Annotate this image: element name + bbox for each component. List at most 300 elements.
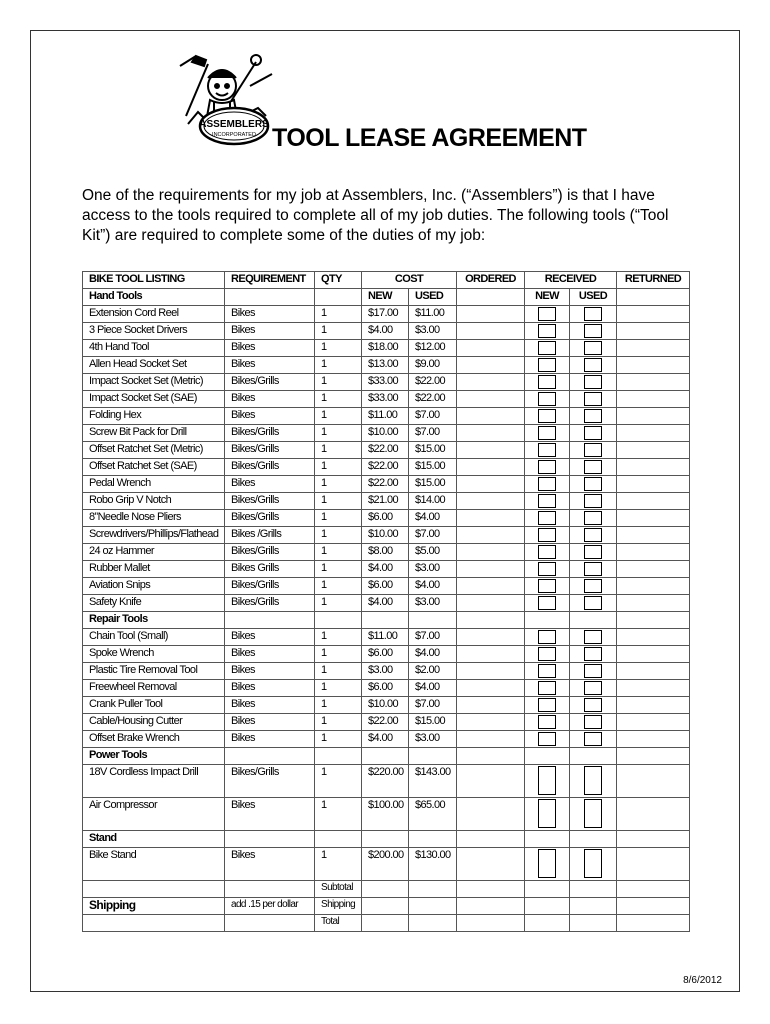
received-used-checkbox[interactable]: [584, 562, 602, 576]
received-used-checkbox[interactable]: [584, 375, 602, 389]
received-used-checkbox-cell: [570, 527, 617, 544]
header-ordered: ORDERED: [457, 272, 525, 289]
received-new-checkbox-cell: [525, 697, 570, 714]
tool-qty: 1: [315, 561, 362, 578]
empty-cell: [617, 881, 690, 898]
received-new-checkbox[interactable]: [538, 307, 556, 321]
empty-cell: [457, 881, 525, 898]
received-used-checkbox-cell: [570, 680, 617, 697]
received-used-checkbox[interactable]: [584, 630, 602, 644]
received-new-checkbox[interactable]: [538, 579, 556, 593]
received-new-checkbox-cell: [525, 323, 570, 340]
ordered-cell: [457, 646, 525, 663]
received-used-checkbox-cell: [570, 798, 617, 831]
tool-name: Rubber Mallet: [83, 561, 225, 578]
received-new-checkbox-cell: [525, 578, 570, 595]
ordered-cell: [457, 663, 525, 680]
returned-cell: [617, 663, 690, 680]
table-row: [83, 357, 690, 374]
tool-qty: 1: [315, 848, 362, 881]
received-new-checkbox[interactable]: [538, 341, 556, 355]
empty-cell: [525, 612, 570, 629]
ordered-cell: [457, 765, 525, 798]
tool-cost-new: $4.00: [362, 731, 409, 748]
ordered-cell: [457, 848, 525, 881]
tool-cost-used: $22.00: [409, 374, 457, 391]
received-new-checkbox-cell: [525, 459, 570, 476]
table-row: [83, 408, 690, 425]
shipping-label: Shipping: [83, 898, 225, 915]
empty-cell: [457, 915, 525, 932]
received-new-checkbox[interactable]: [538, 681, 556, 695]
empty-cell: [457, 612, 525, 629]
tool-qty: 1: [315, 408, 362, 425]
tool-cost-used: $15.00: [409, 442, 457, 459]
empty-cell: [617, 748, 690, 765]
received-new-checkbox[interactable]: [538, 460, 556, 474]
tool-cost-new: $8.00: [362, 544, 409, 561]
empty-cell: [409, 748, 457, 765]
total-label: Total: [315, 915, 362, 932]
table-row: [83, 561, 690, 578]
received-used-checkbox[interactable]: [584, 664, 602, 678]
returned-cell: [617, 425, 690, 442]
shipping-rate: add .15 per dollar: [225, 898, 315, 915]
tool-requirement: Bikes: [225, 848, 315, 881]
table-row: [83, 697, 690, 714]
subheader-received-used: USED: [570, 289, 617, 306]
empty-cell: [409, 612, 457, 629]
received-new-checkbox[interactable]: [538, 596, 556, 610]
empty-cell: [617, 898, 690, 915]
tool-cost-new: $6.00: [362, 646, 409, 663]
section-row: [83, 831, 690, 848]
tool-name: Folding Hex: [83, 408, 225, 425]
received-new-checkbox[interactable]: [538, 630, 556, 644]
tool-requirement: Bikes: [225, 680, 315, 697]
received-used-checkbox[interactable]: [584, 528, 602, 542]
received-used-checkbox[interactable]: [584, 477, 602, 491]
received-new-checkbox-cell: [525, 510, 570, 527]
header-requirement: REQUIREMENT: [225, 272, 315, 289]
table-body: [83, 272, 690, 932]
ordered-cell: [457, 697, 525, 714]
table-row: [83, 374, 690, 391]
returned-cell: [617, 595, 690, 612]
tool-listing-table: [82, 271, 690, 932]
tool-cost-new: $18.00: [362, 340, 409, 357]
received-new-checkbox-cell: [525, 425, 570, 442]
empty-cell: [570, 831, 617, 848]
returned-cell: [617, 408, 690, 425]
received-used-checkbox[interactable]: [584, 443, 602, 457]
received-used-checkbox-cell: [570, 578, 617, 595]
tool-cost-used: $143.00: [409, 765, 457, 798]
tool-cost-used: $3.00: [409, 561, 457, 578]
ordered-cell: [457, 561, 525, 578]
tool-cost-new: $22.00: [362, 459, 409, 476]
table-row: [83, 848, 690, 881]
tool-cost-used: $5.00: [409, 544, 457, 561]
table-row: [83, 680, 690, 697]
received-used-checkbox[interactable]: [584, 766, 602, 795]
tool-name: Crank Puller Tool: [83, 697, 225, 714]
returned-cell: [617, 697, 690, 714]
tool-cost-new: $11.00: [362, 408, 409, 425]
returned-cell: [617, 714, 690, 731]
tool-requirement: Bikes: [225, 629, 315, 646]
tool-cost-new: $200.00: [362, 848, 409, 881]
tool-cost-new: $100.00: [362, 798, 409, 831]
tool-qty: 1: [315, 357, 362, 374]
tool-qty: 1: [315, 595, 362, 612]
tool-name: 18V Cordless Impact Drill: [83, 765, 225, 798]
tool-qty: 1: [315, 374, 362, 391]
tool-name: Aviation Snips: [83, 578, 225, 595]
received-new-checkbox[interactable]: [538, 494, 556, 508]
received-used-checkbox[interactable]: [584, 596, 602, 610]
tool-name: Plastic Tire Removal Tool: [83, 663, 225, 680]
received-new-checkbox[interactable]: [538, 392, 556, 406]
returned-cell: [617, 306, 690, 323]
received-new-checkbox[interactable]: [538, 799, 556, 828]
returned-cell: [617, 493, 690, 510]
tool-cost-new: $10.00: [362, 527, 409, 544]
received-used-checkbox-cell: [570, 340, 617, 357]
received-new-checkbox[interactable]: [538, 664, 556, 678]
tool-qty: 1: [315, 680, 362, 697]
received-used-checkbox-cell: [570, 646, 617, 663]
received-used-checkbox-cell: [570, 697, 617, 714]
tool-cost-used: $9.00: [409, 357, 457, 374]
received-used-checkbox[interactable]: [584, 426, 602, 440]
tool-cost-used: $4.00: [409, 578, 457, 595]
received-new-checkbox-cell: [525, 493, 570, 510]
returned-cell: [617, 561, 690, 578]
empty-cell: [225, 748, 315, 765]
received-new-checkbox[interactable]: [538, 766, 556, 795]
received-used-checkbox[interactable]: [584, 698, 602, 712]
section-title: Hand Tools: [83, 289, 225, 306]
empty-cell: [409, 881, 457, 898]
received-used-checkbox[interactable]: [584, 494, 602, 508]
subheader-received-new: NEW: [525, 289, 570, 306]
tool-cost-used: $7.00: [409, 425, 457, 442]
tool-qty: 1: [315, 544, 362, 561]
tool-name: Impact Socket Set (Metric): [83, 374, 225, 391]
returned-cell: [617, 731, 690, 748]
received-used-checkbox[interactable]: [584, 579, 602, 593]
received-new-checkbox-cell: [525, 680, 570, 697]
received-used-checkbox[interactable]: [584, 341, 602, 355]
tool-cost-new: $11.00: [362, 629, 409, 646]
tool-requirement: Bikes: [225, 731, 315, 748]
tool-name: Extension Cord Reel: [83, 306, 225, 323]
tool-cost-new: $6.00: [362, 510, 409, 527]
received-used-checkbox[interactable]: [584, 732, 602, 746]
tool-requirement: Bikes/Grills: [225, 578, 315, 595]
received-new-checkbox-cell: [525, 340, 570, 357]
received-new-checkbox[interactable]: [538, 426, 556, 440]
section-row: [83, 289, 690, 306]
received-used-checkbox[interactable]: [584, 681, 602, 695]
received-new-checkbox-cell: [525, 408, 570, 425]
tool-name: Offset Ratchet Set (SAE): [83, 459, 225, 476]
tool-cost-used: $4.00: [409, 680, 457, 697]
header-cost: COST: [362, 272, 457, 289]
tool-requirement: Bikes/Grills: [225, 459, 315, 476]
ordered-cell: [457, 544, 525, 561]
empty-cell: [457, 289, 525, 306]
table-row: [83, 663, 690, 680]
tool-qty: 1: [315, 391, 362, 408]
received-used-checkbox-cell: [570, 408, 617, 425]
section-title: Power Tools: [83, 748, 225, 765]
tool-cost-used: $7.00: [409, 408, 457, 425]
ordered-cell: [457, 340, 525, 357]
tool-name: 24 oz Hammer: [83, 544, 225, 561]
tool-cost-new: $4.00: [362, 323, 409, 340]
tool-requirement: Bikes /Grills: [225, 527, 315, 544]
table-row: [83, 765, 690, 798]
received-new-checkbox[interactable]: [538, 849, 556, 878]
returned-cell: [617, 323, 690, 340]
tool-cost-new: $3.00: [362, 663, 409, 680]
tool-cost-new: $6.00: [362, 578, 409, 595]
received-new-checkbox-cell: [525, 442, 570, 459]
tool-requirement: Bikes: [225, 323, 315, 340]
received-new-checkbox[interactable]: [538, 545, 556, 559]
returned-cell: [617, 510, 690, 527]
tool-cost-used: $7.00: [409, 629, 457, 646]
received-used-checkbox[interactable]: [584, 307, 602, 321]
received-new-checkbox[interactable]: [538, 443, 556, 457]
empty-cell: [225, 881, 315, 898]
received-new-checkbox-cell: [525, 306, 570, 323]
table-row: [83, 442, 690, 459]
received-new-checkbox[interactable]: [538, 647, 556, 661]
table-row: [83, 714, 690, 731]
ordered-cell: [457, 408, 525, 425]
tool-qty: 1: [315, 323, 362, 340]
tool-cost-new: $220.00: [362, 765, 409, 798]
tool-qty: 1: [315, 714, 362, 731]
tool-cost-used: $2.00: [409, 663, 457, 680]
received-used-checkbox[interactable]: [584, 647, 602, 661]
empty-cell: [570, 748, 617, 765]
empty-cell: [225, 831, 315, 848]
subheader-cost-used: USED: [409, 289, 457, 306]
ordered-cell: [457, 629, 525, 646]
tool-qty: 1: [315, 425, 362, 442]
received-used-checkbox[interactable]: [584, 511, 602, 525]
tool-cost-used: $15.00: [409, 459, 457, 476]
received-new-checkbox-cell: [525, 848, 570, 881]
ordered-cell: [457, 731, 525, 748]
empty-cell: [362, 881, 409, 898]
received-used-checkbox[interactable]: [584, 799, 602, 828]
empty-cell: [225, 915, 315, 932]
section-row: [83, 748, 690, 765]
header-listing: BIKE TOOL LISTING: [83, 272, 225, 289]
tool-qty: 1: [315, 646, 362, 663]
tool-requirement: Bikes: [225, 408, 315, 425]
tool-qty: 1: [315, 442, 362, 459]
table-row: [83, 798, 690, 831]
tool-requirement: Bikes/Grills: [225, 510, 315, 527]
table-row: [83, 323, 690, 340]
ordered-cell: [457, 476, 525, 493]
received-new-checkbox-cell: [525, 646, 570, 663]
tool-requirement: Bikes/Grills: [225, 765, 315, 798]
received-used-checkbox-cell: [570, 731, 617, 748]
logo-subtext: INCORPORATED: [212, 132, 256, 138]
tool-requirement: Bikes/Grills: [225, 425, 315, 442]
empty-cell: [617, 289, 690, 306]
intro-paragraph: One of the requirements for my job at Assemblers, Inc. (“Assemblers”) is that I have access to the tools required to complete all of my job duties. The following tools (“Tool Kit”) are required to complete some of the duties of my job:: [82, 187, 669, 244]
returned-cell: [617, 527, 690, 544]
table-row: [83, 340, 690, 357]
received-new-checkbox[interactable]: [538, 715, 556, 729]
tool-name: Offset Brake Wrench: [83, 731, 225, 748]
returned-cell: [617, 646, 690, 663]
received-used-checkbox-cell: [570, 714, 617, 731]
table-row: [83, 476, 690, 493]
received-used-checkbox-cell: [570, 323, 617, 340]
header-received: RECEIVED: [525, 272, 617, 289]
received-used-checkbox[interactable]: [584, 324, 602, 338]
table-row: [83, 595, 690, 612]
tool-qty: 1: [315, 765, 362, 798]
tool-qty: 1: [315, 459, 362, 476]
tool-requirement: Bikes: [225, 357, 315, 374]
empty-cell: [225, 612, 315, 629]
tool-cost-used: $65.00: [409, 798, 457, 831]
tool-qty: 1: [315, 510, 362, 527]
received-new-checkbox[interactable]: [538, 358, 556, 372]
received-used-checkbox[interactable]: [584, 460, 602, 474]
received-new-checkbox[interactable]: [538, 562, 556, 576]
shipping-row: [83, 898, 690, 915]
tool-requirement: Bikes: [225, 798, 315, 831]
received-new-checkbox[interactable]: [538, 511, 556, 525]
received-new-checkbox[interactable]: [538, 732, 556, 746]
tool-cost-new: $10.00: [362, 425, 409, 442]
tool-cost-used: $4.00: [409, 646, 457, 663]
received-used-checkbox-cell: [570, 629, 617, 646]
received-new-checkbox[interactable]: [538, 324, 556, 338]
received-used-checkbox-cell: [570, 391, 617, 408]
tool-requirement: Bikes: [225, 306, 315, 323]
returned-cell: [617, 374, 690, 391]
tool-name: Pedal Wrench: [83, 476, 225, 493]
table-row: [83, 527, 690, 544]
ordered-cell: [457, 374, 525, 391]
received-used-checkbox-cell: [570, 442, 617, 459]
tool-cost-used: $15.00: [409, 714, 457, 731]
section-title: Stand: [83, 831, 225, 848]
received-used-checkbox[interactable]: [584, 392, 602, 406]
received-used-checkbox[interactable]: [584, 409, 602, 423]
empty-cell: [362, 915, 409, 932]
received-new-checkbox[interactable]: [538, 477, 556, 491]
table-row: [83, 459, 690, 476]
table-row: [83, 510, 690, 527]
logo-text: ASSEMBLERS: [199, 119, 269, 130]
received-new-checkbox[interactable]: [538, 528, 556, 542]
received-used-checkbox[interactable]: [584, 849, 602, 878]
tool-name: 4th Hand Tool: [83, 340, 225, 357]
received-used-checkbox-cell: [570, 357, 617, 374]
tool-requirement: Bikes: [225, 391, 315, 408]
subheader-cost-new: NEW: [362, 289, 409, 306]
tool-cost-used: $22.00: [409, 391, 457, 408]
tool-name: Impact Socket Set (SAE): [83, 391, 225, 408]
received-used-checkbox[interactable]: [584, 715, 602, 729]
returned-cell: [617, 798, 690, 831]
tool-requirement: Bikes: [225, 476, 315, 493]
tool-requirement: Bikes: [225, 714, 315, 731]
table-row: [83, 544, 690, 561]
received-new-checkbox[interactable]: [538, 409, 556, 423]
received-used-checkbox[interactable]: [584, 545, 602, 559]
tool-requirement: Bikes/Grills: [225, 374, 315, 391]
tool-cost-used: $15.00: [409, 476, 457, 493]
tool-cost-new: $22.00: [362, 476, 409, 493]
returned-cell: [617, 340, 690, 357]
received-new-checkbox[interactable]: [538, 375, 556, 389]
assemblers-logo: [168, 46, 276, 154]
header-qty: QTY: [315, 272, 362, 289]
ordered-cell: [457, 714, 525, 731]
ordered-cell: [457, 510, 525, 527]
received-used-checkbox[interactable]: [584, 358, 602, 372]
received-used-checkbox-cell: [570, 765, 617, 798]
tool-name: Cable/Housing Cutter: [83, 714, 225, 731]
received-new-checkbox-cell: [525, 357, 570, 374]
empty-cell: [362, 898, 409, 915]
tool-name: Spoke Wrench: [83, 646, 225, 663]
empty-cell: [362, 748, 409, 765]
received-new-checkbox-cell: [525, 374, 570, 391]
received-new-checkbox[interactable]: [538, 698, 556, 712]
tool-requirement: Bikes/Grills: [225, 493, 315, 510]
empty-cell: [83, 915, 225, 932]
empty-cell: [409, 898, 457, 915]
returned-cell: [617, 765, 690, 798]
subtotal-label: Subtotal: [315, 881, 362, 898]
table-row: [83, 391, 690, 408]
tool-qty: 1: [315, 731, 362, 748]
tool-qty: 1: [315, 476, 362, 493]
empty-cell: [315, 612, 362, 629]
received-new-checkbox-cell: [525, 798, 570, 831]
empty-cell: [315, 748, 362, 765]
received-new-checkbox-cell: [525, 595, 570, 612]
returned-cell: [617, 680, 690, 697]
tool-cost-new: $13.00: [362, 357, 409, 374]
empty-cell: [570, 898, 617, 915]
empty-cell: [570, 612, 617, 629]
tool-cost-used: $4.00: [409, 510, 457, 527]
received-new-checkbox-cell: [525, 714, 570, 731]
tool-name: Safety Knife: [83, 595, 225, 612]
tool-cost-new: $4.00: [362, 595, 409, 612]
tool-requirement: Bikes/Grills: [225, 595, 315, 612]
tool-qty: 1: [315, 306, 362, 323]
tool-cost-new: $4.00: [362, 561, 409, 578]
empty-cell: [315, 289, 362, 306]
